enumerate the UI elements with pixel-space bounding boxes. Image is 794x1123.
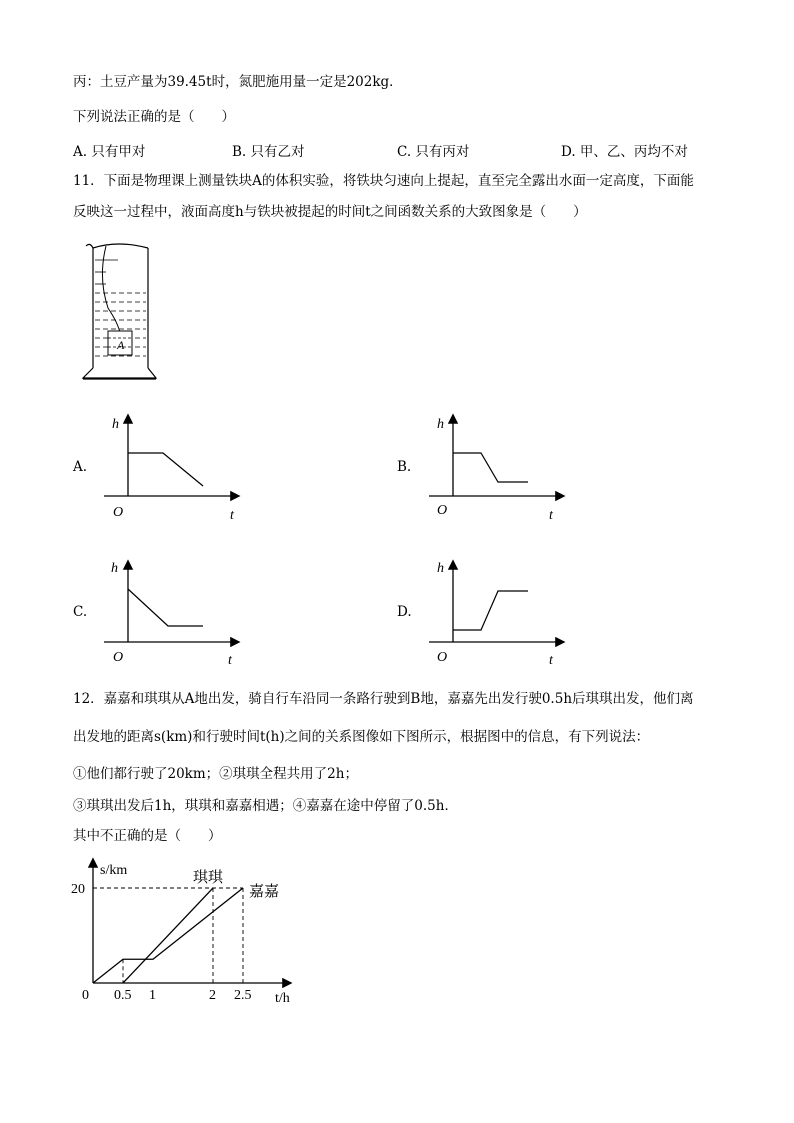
q11-graph-a: [100, 410, 250, 523]
origin-label: O: [437, 650, 448, 665]
question11-line1: 11．下面是物理课上测量铁块A的体积实验，将铁块匀速向上提起，直至完全露出水面一定高度，下面能: [73, 173, 694, 189]
y-axis-label: h: [437, 417, 444, 432]
y-axis-label: h: [111, 561, 118, 576]
x-tick-label: 2: [209, 988, 216, 1003]
question11-line2: 反映这一过程中，液面高度h与铁块被提起的时间t之间函数关系的大致图象是（ ）: [73, 204, 587, 220]
series-line-qiqi: [123, 888, 213, 983]
y-axis-title: s/km: [100, 863, 128, 878]
question12-prompt: 其中不正确的是（ ）: [73, 828, 222, 844]
q11-option-a-label[interactable]: A.: [73, 459, 88, 475]
question12-line1: 12．嘉嘉和琪琪从A地出发，骑自行车沿同一条路行驶到B地，嘉嘉先出发行驶0.5h后琪琪出发，他们离: [73, 691, 694, 707]
x-tick-label: 1: [149, 988, 156, 1003]
q10-option-d[interactable]: D. 甲、乙、丙均不对: [561, 144, 688, 160]
question10-statement-c: 丙：土豆产量为39.45t时，氮肥施用量一定是202kg．: [73, 74, 403, 90]
origin-label: O: [437, 503, 448, 518]
y-axis-label: h: [437, 561, 444, 576]
x-axis-label: t: [228, 653, 232, 668]
x-tick-label: 0: [82, 988, 89, 1003]
y-axis-label: h: [112, 417, 119, 432]
q11-graph-d: [425, 556, 575, 666]
q10-option-a[interactable]: A. 只有甲对: [73, 144, 146, 160]
origin-label: O: [113, 505, 124, 520]
x-tick-label: 2.5: [234, 988, 252, 1003]
x-axis-label: t: [230, 508, 234, 523]
question12-statement-3-4: ③琪琪出发后1h，琪琪和嘉嘉相遇；④嘉嘉在途中停留了0.5h．: [73, 798, 458, 814]
question12-line2: 出发地的距离s(km)和行驶时间t(h)之间的关系图像如下图所示，根据图中的信息，有下列说法：: [73, 729, 650, 745]
block-label: A: [117, 338, 125, 352]
series-label-jiajia: 嘉嘉: [249, 884, 280, 900]
x-tick-label: 0.5: [114, 988, 132, 1003]
series-label-qiqi: 琪琪: [193, 870, 224, 886]
y-tick-label: 20: [71, 882, 85, 897]
beaker-figure: [78, 238, 168, 383]
question12-statement-1-2: ①他们都行驶了20km；②琪琪全程共用了2h；: [73, 766, 358, 782]
x-axis-label: t: [549, 653, 553, 668]
q10-option-c[interactable]: C. 只有丙对: [397, 144, 470, 160]
origin-label: O: [113, 650, 124, 665]
q10-option-b[interactable]: B. 只有乙对: [232, 144, 305, 160]
x-axis-label: t: [549, 508, 553, 523]
q11-option-d-label[interactable]: D.: [397, 604, 412, 620]
x-axis-title: t/h: [275, 991, 290, 1006]
question10-prompt: 下列说法正确的是（ ）: [73, 109, 235, 125]
q11-graph-b: [425, 410, 575, 523]
q11-graph-c: [100, 556, 250, 666]
q11-option-b-label[interactable]: B.: [397, 459, 412, 475]
q11-option-c-label[interactable]: C.: [73, 604, 88, 620]
distance-time-chart: [70, 856, 310, 1006]
